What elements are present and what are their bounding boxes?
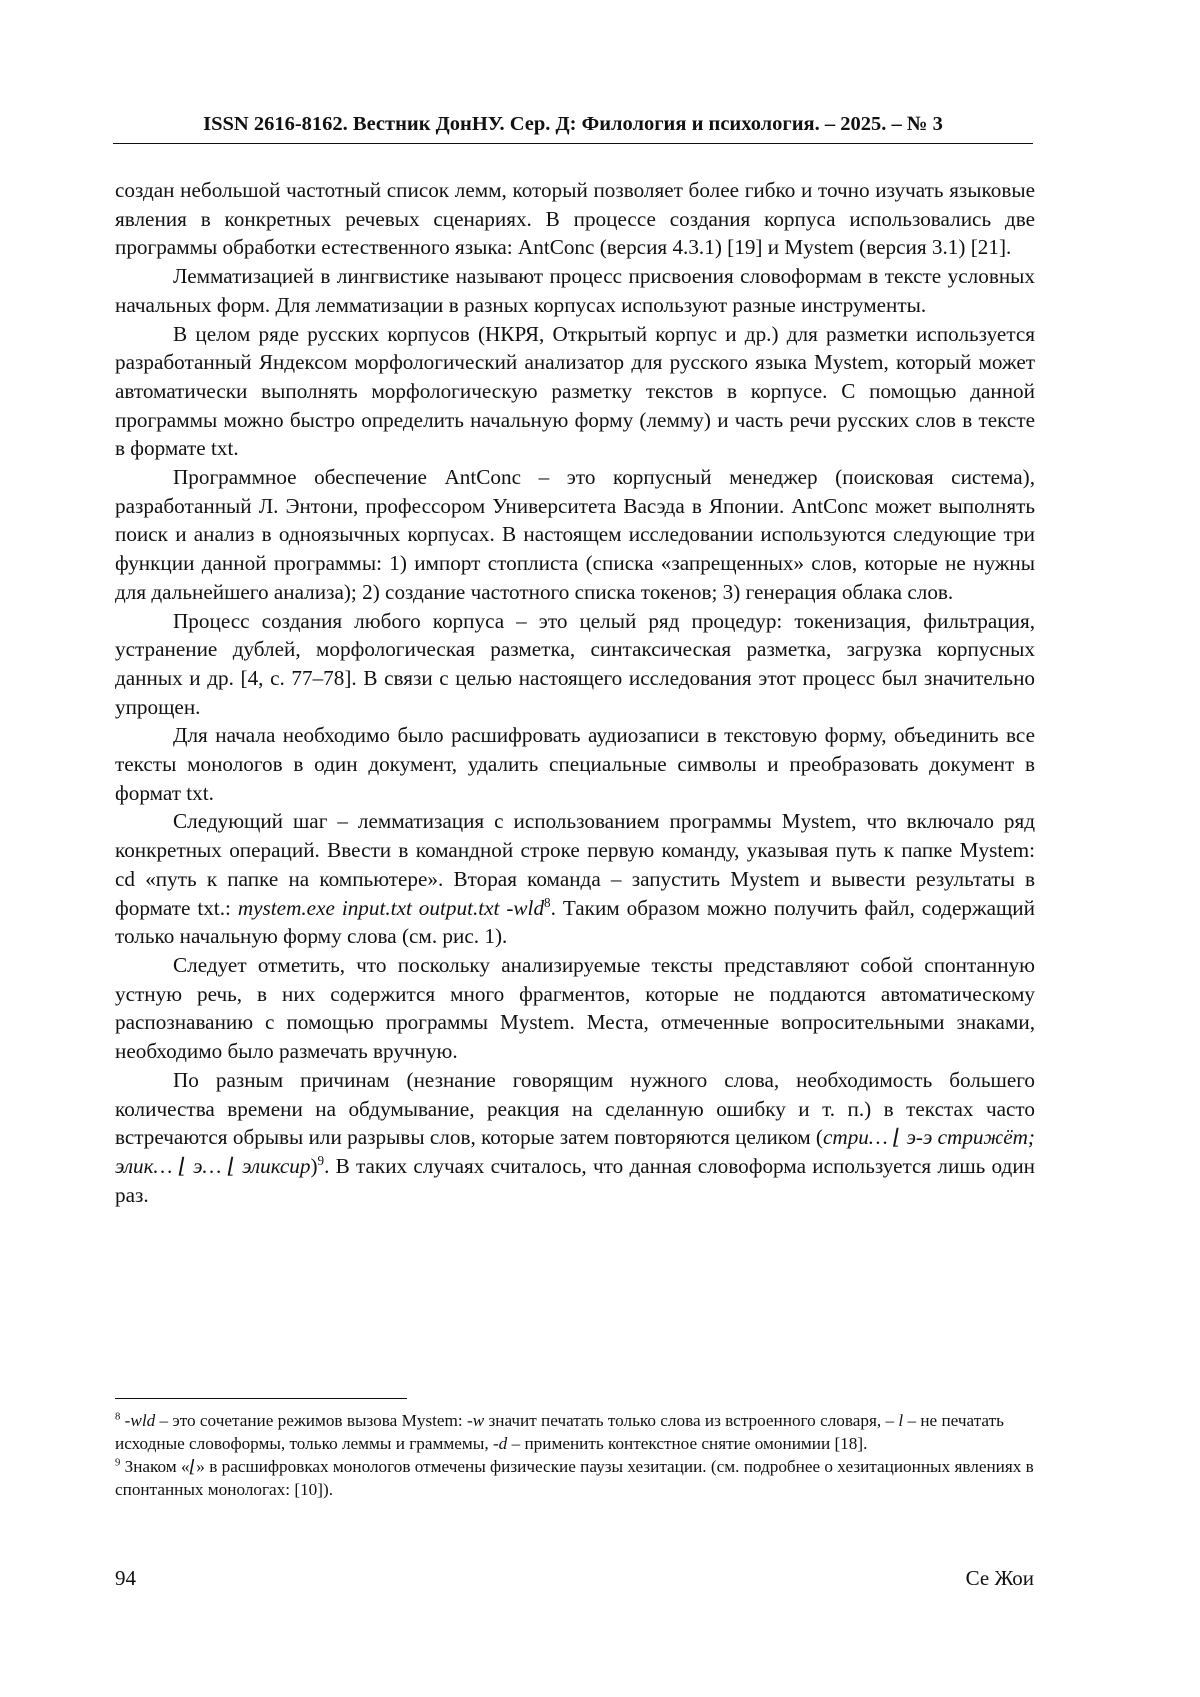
footnote-term: -w (467, 1411, 485, 1430)
footnote-term: l (898, 1411, 904, 1430)
running-header: ISSN 2616-8162. Вестник ДонНУ. Сер. Д: Филология и психология. – 2025. – № 3 (113, 112, 1033, 144)
paragraph: Программное обеспечение AntConc – это корпусный менеджер (поисковая система), разработанный Л. Энтони, профессором Университета Васэда в Японии. AntConc может выполнять поиск и анализ в одноязычных корпусах. В настоящем исследовании используются следующие три функции данной программы: 1) импорт стоплиста (списка «запрещенных» слов, которые не нужны для дальнейшего анализа); 2) создание частотного списка токенов; 3) генерация облака слов. (115, 465, 1035, 604)
footnote-number: 8 (115, 1411, 121, 1423)
footnote-ref[interactable]: 9 (317, 1152, 325, 1168)
paragraph-text: Следующий шаг – лемматизация с использованием программы Mystem, что включало ряд конкретных операций. Ввести в командной строке первую команду, указывая путь к папке Mystem: cd «путь к папке на компьютере». Вторая команда – запустить Mystem и вывести результаты в формате txt.: (115, 809, 1035, 920)
command-example: mystem.exe input.txt output.txt -wld (237, 895, 545, 920)
hesitation-mark: ⌊ (189, 1457, 197, 1476)
paragraph: создан небольшой частотный список лемм, который позволяет более гибко и точно изучать языковые явления в конкретных речевых сценариях. В процессе создания корпуса использовались две программы обработки естественного языка: AntConc (версия 4.3.1) [19] и Mystem (версия 3.1) [21]. (115, 178, 1035, 260)
footnote-text: – это сочетание режимов вызова Mystem: (155, 1411, 467, 1430)
paragraph: Для начала необходимо было расшифровать аудиозаписи в текстовую форму, объединить все тексты монологов в один документ, удалить специальные символы и преобразовать документ в формат txt. (115, 723, 1035, 805)
footnote-divider (115, 1398, 407, 1399)
footnote-text: Знаком « (120, 1457, 190, 1476)
footnote-text: значит печатать только слова из встроенного словаря, – (484, 1411, 899, 1430)
footnote-ref[interactable]: 8 (544, 894, 551, 910)
footnote-term: -wld (124, 1411, 156, 1430)
speech-example: стри… ⌊ э-э стрижёт; элик… ⌊ э… ⌊ эликсир (115, 1125, 1035, 1178)
footnote-text: – не печатать исходные словоформы, только леммы и граммемы, (115, 1411, 1004, 1453)
footnote-text: » в расшифровках монологов отмечены физические паузы хезитации. (см. подробнее о хезитационных явлениях в спонтанных монологах: [10]). (115, 1457, 1034, 1499)
running-author: Се Жои (965, 1566, 1034, 1590)
paragraph (115, 807, 1035, 951)
footnote-number: 9 (115, 1457, 121, 1469)
footnote-text: – применить контекстное снятие омонимии [18]. (507, 1434, 868, 1453)
footnote-term: -d (492, 1434, 508, 1453)
footnote (115, 1455, 1035, 1501)
paragraph: Лемматизацией в лингвистике называют процесс присвоения словоформам в тексте условных начальных форм. Для лемматизации в разных корпусах используют разные инструменты. (115, 264, 1035, 317)
page-number: 94 (115, 1566, 136, 1590)
paragraph-text: . Таким образом можно получить файл, содержащий только начальную форму слова (см. рис. 1). (115, 895, 1035, 949)
paragraph-text: По разным причинам (незнание говорящим нужного слова, необходимость большего количества времени на обдумывание, реакция на сделанную ошибку и т. п.) в текстах часто встречаются обрывы или разрывы слов, которые затем повторяются целиком ( (115, 1067, 1035, 1150)
footnotes (115, 1409, 1035, 1501)
paragraph-text: . В таких случаях считалось, что данная словоформа используется лишь один раз. (115, 1153, 1036, 1207)
footnote (115, 1409, 1035, 1455)
paragraph: В целом ряде русских корпусов (НКРЯ, Открытый корпус и др.) для разметки используется разработанный Яндексом морфологический анализатор для русского языка Mystem, который может автоматически выполнять морфологическую разметку текстов в корпусе. С помощью данной программы можно быстро определить начальную форму (лемму) и часть речи русских слов в тексте в формате txt. (115, 321, 1035, 461)
paragraph (115, 1066, 1035, 1210)
paragraph: Процесс создания любого корпуса – это целый ряд процедур: токенизация, фильтрация, устранение дублей, морфологическая разметка, синтаксическая разметка, загрузка корпусных данных и др. [4, с. 77–78]. В связи с целью настоящего исследования этот процесс был значительно упрощен. (115, 608, 1035, 719)
article-body (115, 176, 1035, 1209)
paragraph-text: ) (310, 1153, 318, 1178)
paragraph: Следует отметить, что поскольку анализируемые тексты представляют собой спонтанную устную речь, в них содержится много фрагментов, которые не поддаются автоматическому распознаванию с помощью программы Mystem. Места, отмеченные вопросительными знаками, необходимо было размечать вручную. (115, 952, 1035, 1064)
